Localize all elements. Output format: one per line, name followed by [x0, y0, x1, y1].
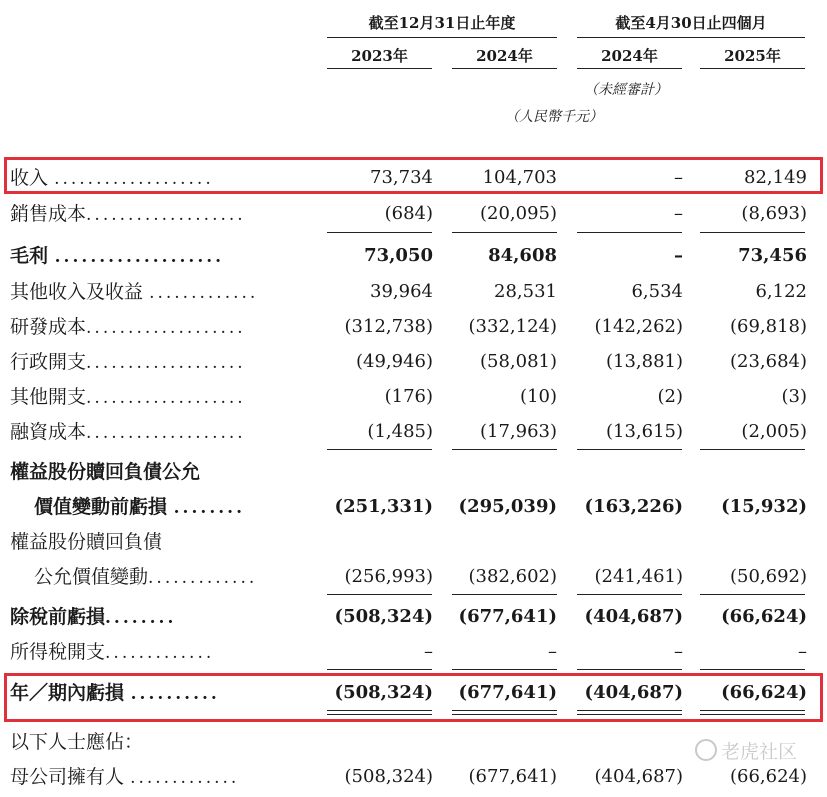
header-col-2024-4m: 2024年 [577, 47, 682, 69]
cell-2025-4m: 82,149 [744, 167, 807, 188]
row-label: 行政開支................... [10, 351, 246, 373]
subtotal-rule [452, 232, 557, 233]
cell-2024-fy: (677,641) [458, 606, 557, 627]
header-group-four-months: 截至4月30日止四個月 [577, 14, 805, 38]
cell-2024-fy: 28,531 [494, 281, 557, 302]
unaudited-note: （未經審計） [584, 82, 668, 98]
row-finance-costs [0, 416, 827, 446]
cell-2024-fy: 104,703 [482, 167, 557, 188]
subtotal-rule [452, 669, 557, 670]
cell-2025-4m: (66,624) [721, 606, 807, 627]
row-label: 融資成本................... [10, 421, 246, 443]
cell-2025-4m: (23,684) [729, 351, 807, 372]
cell-2024-4m: (404,687) [584, 682, 683, 703]
row-admin-expenses [0, 346, 827, 376]
cell-2024-fy: – [548, 641, 557, 662]
highlight-box-revenue [4, 157, 823, 194]
cell-2024-fy: (10) [520, 386, 557, 407]
subtotal-rule [327, 449, 432, 450]
cell-2025-4m: (69,818) [729, 316, 807, 337]
cell-2025-4m: – [798, 641, 807, 662]
cell-2025-4m: (8,693) [741, 203, 807, 224]
cell-2024-4m: – [674, 167, 683, 188]
cell-2024-fy: (332,124) [468, 316, 557, 337]
subtotal-rule [700, 449, 805, 450]
cell-2025-4m: 6,122 [755, 281, 807, 302]
row-label: 除稅前虧損........ [10, 606, 177, 628]
cell-2024-4m: 6,534 [631, 281, 683, 302]
cell-2024-fy: (295,039) [458, 496, 557, 517]
cell-2023: (312,738) [344, 316, 433, 337]
header-col-2023: 2023年 [327, 47, 432, 69]
cell-2023: (49,946) [355, 351, 433, 372]
subtotal-rule [327, 594, 432, 595]
row-label-continued: 價值變動前虧損 ........ [34, 496, 245, 518]
row-label: 其他開支................... [10, 386, 246, 408]
row-label: 其他收入及收益 ............. [10, 281, 259, 303]
cell-2024-4m: – [674, 641, 683, 662]
cell-2023: (176) [384, 386, 433, 407]
subtotal-rule [700, 594, 805, 595]
subtotal-rule [577, 594, 682, 595]
watermark [695, 737, 797, 764]
row-owners-of-parent [0, 761, 827, 791]
cell-2024-4m: (241,461) [594, 566, 683, 587]
subtotal-rule [327, 232, 432, 233]
watermark-text: 老虎社区 [721, 741, 798, 763]
cell-2024-fy: (677,641) [458, 682, 557, 703]
row-label-continued: 公允價值變動............. [34, 566, 258, 588]
row-label: 毛利 ................... [10, 245, 225, 267]
row-rd-costs [0, 311, 827, 341]
cell-2024-fy: (20,095) [479, 203, 557, 224]
subtotal-rule [577, 232, 682, 233]
cell-2023: (508,324) [344, 766, 433, 787]
row-label: 所得稅開支............. [10, 641, 215, 663]
cell-2023: 73,050 [364, 245, 433, 266]
subtotal-rule [577, 669, 682, 670]
row-label: 年／期內虧損 .......... [10, 682, 220, 704]
subtotal-rule [577, 449, 682, 450]
header-group-fiscal-year: 截至12月31日止年度 [327, 14, 557, 38]
cell-2024-4m: (13,615) [605, 421, 683, 442]
cell-2023: – [424, 641, 433, 662]
cell-2024-4m: (142,262) [594, 316, 683, 337]
row-loss-before-fv-change-heading [0, 456, 827, 486]
cell-2025-4m: (66,624) [721, 682, 807, 703]
cell-2025-4m: (66,624) [729, 766, 807, 787]
cell-2024-fy: (382,602) [468, 566, 557, 587]
subtotal-rule [700, 232, 805, 233]
cell-2023: (684) [384, 203, 433, 224]
cell-2023: (1,485) [367, 421, 433, 442]
cell-2025-4m: (50,692) [729, 566, 807, 587]
cell-2024-4m: (404,687) [584, 606, 683, 627]
cell-2023: (256,993) [344, 566, 433, 587]
row-fv-change [0, 561, 827, 591]
cell-2024-fy: 84,608 [488, 245, 557, 266]
cell-2024-fy: (17,963) [479, 421, 557, 442]
cell-2024-4m: – [674, 245, 683, 266]
row-label: 權益股份贖回負債公允 [10, 461, 201, 483]
subtotal-rule [327, 669, 432, 670]
cell-2024-4m: (163,226) [584, 496, 683, 517]
row-label: 收入 ................... [10, 167, 214, 189]
cell-2025-4m: (15,932) [721, 496, 807, 517]
row-loss-before-tax [0, 601, 827, 631]
cell-2024-4m: (404,687) [594, 766, 683, 787]
cell-2024-fy: (58,081) [479, 351, 557, 372]
cell-2025-4m: 73,456 [738, 245, 807, 266]
currency-note: （人民幣千元） [505, 109, 603, 125]
header-col-2025-4m: 2025年 [700, 47, 805, 69]
row-label: 以下人士應佔： [10, 731, 144, 753]
cell-2023: 73,734 [370, 167, 433, 188]
row-label: 銷售成本................... [10, 203, 246, 225]
subtotal-rule [452, 449, 557, 450]
subtotal-rule [700, 669, 805, 670]
cell-2023: (508,324) [334, 682, 433, 703]
cell-2023: (508,324) [334, 606, 433, 627]
cell-2024-4m: (13,881) [605, 351, 683, 372]
watermark-logo-icon [695, 739, 717, 761]
row-label: 母公司擁有人 ............. [10, 766, 240, 788]
subtotal-rule [452, 594, 557, 595]
cell-2023: (251,331) [334, 496, 433, 517]
row-other-expenses [0, 381, 827, 411]
cell-2024-4m: (2) [657, 386, 683, 407]
row-fv-change-heading [0, 526, 827, 556]
cell-2023: 39,964 [370, 281, 433, 302]
row-cost-of-sales [0, 198, 827, 228]
cell-2024-4m: – [674, 203, 683, 224]
row-loss-before-fv-change [0, 491, 827, 521]
row-gross-profit [0, 240, 827, 270]
cell-2025-4m: (3) [781, 386, 807, 407]
row-income-tax [0, 636, 827, 666]
cell-2024-fy: (677,641) [468, 766, 557, 787]
row-label: 權益股份贖回負債 [10, 531, 163, 553]
cell-2025-4m: (2,005) [741, 421, 807, 442]
header-col-2024-fy: 2024年 [452, 47, 557, 69]
highlight-box-loss-for-period [4, 673, 823, 722]
row-other-income [0, 276, 827, 306]
row-label: 研發成本................... [10, 316, 246, 338]
